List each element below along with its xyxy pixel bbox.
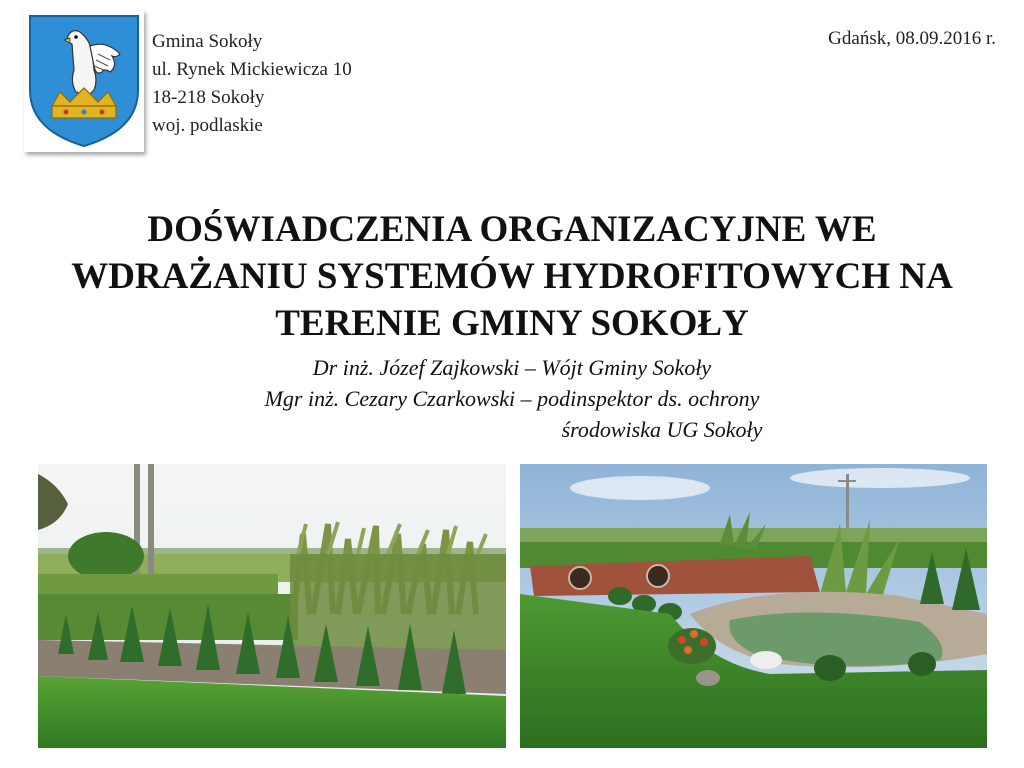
title-line-3: TERENIE GMINY SOKOŁY xyxy=(275,303,749,344)
address-line-postcode: 18-218 Sokoły xyxy=(152,87,265,108)
author-2: Mgr inż. Cezary Czarkowski – podinspektor ds. ochrony xyxy=(264,386,760,411)
address-line-province: woj. podlaskie xyxy=(152,115,263,136)
document-date: Gdańsk, 08.09.2016 r. xyxy=(828,28,996,49)
reed-bed-photo-icon xyxy=(38,464,506,748)
title-line-1: DOŚWIADCZENIA ORGANIZACYJNE WE xyxy=(147,209,877,250)
address-line-street: ul. Rynek Mickiewicza 10 xyxy=(152,59,352,80)
author-2-continued: środowiska UG Sokoły xyxy=(561,417,763,442)
photo-pond-garden xyxy=(520,464,987,748)
address-line-name: Gmina Sokoły xyxy=(152,31,263,52)
title-line-2: WDRAŻANIU SYSTEMÓW HYDROFITOWYCH NA xyxy=(71,256,953,297)
presentation-title xyxy=(20,206,1004,347)
falcon-crest-icon xyxy=(24,10,144,152)
municipality-address xyxy=(152,28,352,140)
pond-garden-photo-icon xyxy=(520,464,987,748)
photo-reed-bed xyxy=(38,464,506,748)
authors-block xyxy=(0,352,1024,445)
coat-of-arms xyxy=(24,10,144,152)
author-1: Dr inż. Józef Zajkowski – Wójt Gminy Sokoły xyxy=(312,355,712,380)
